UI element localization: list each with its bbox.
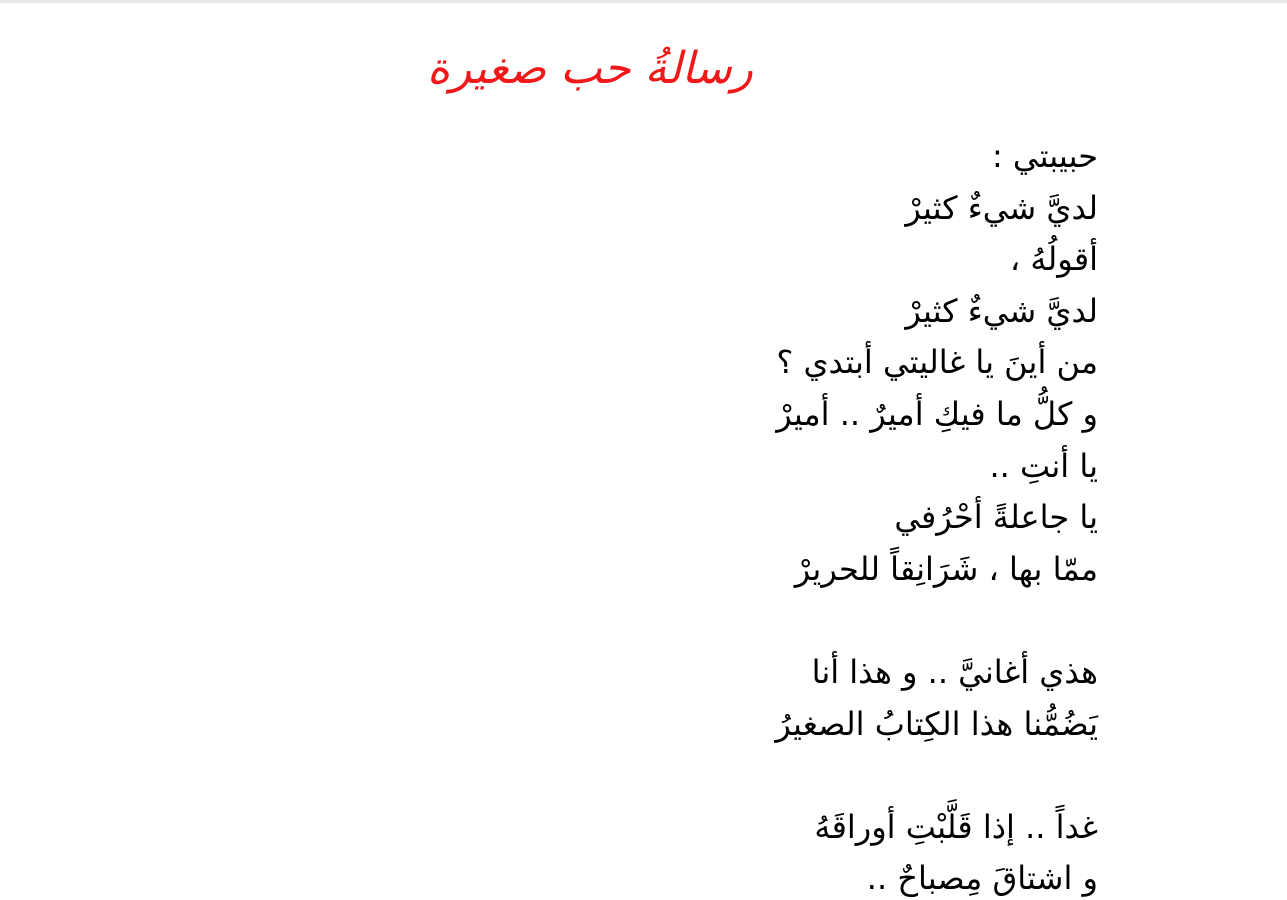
poem-line: يا أنتِ .. bbox=[989, 446, 1098, 485]
stanza-break bbox=[600, 750, 1098, 802]
poem-body bbox=[600, 131, 1098, 900]
stanza-break bbox=[600, 595, 1098, 647]
poem-line: و اشتاقَ مِصباحٌ .. bbox=[866, 859, 1098, 898]
poem-line: ممّا بها ، شَرَانِقاً للحريرْ bbox=[794, 549, 1098, 588]
poem-line: لديَّ شيءٌ كثيرْ bbox=[905, 188, 1098, 227]
poem-line: حبيبتي : bbox=[991, 137, 1098, 175]
poem-line: لديَّ شيءٌ كثيرْ bbox=[905, 291, 1098, 330]
poem-line: يَضُمُّنا هذا الكِتابُ الصغيرُ bbox=[775, 704, 1098, 743]
poem-line: و كلُّ ما فيكِ أميرٌ .. أميرْ bbox=[776, 394, 1098, 433]
poem-line: أقولُهُ ، bbox=[1009, 240, 1098, 279]
poem-line: من أينَ يا غاليتي أبتدي ؟ bbox=[776, 343, 1098, 382]
poem-line: يا جاعلةً أحْرُفي bbox=[894, 498, 1098, 537]
poem-title: رسالةُ حب صغيرة bbox=[426, 43, 754, 94]
poem-line: غداً .. إذا قَلَّبْتِ أوراقَهُ bbox=[814, 807, 1098, 846]
poem-line: هذي أغانيَّ .. و هذا أنا bbox=[811, 652, 1098, 691]
